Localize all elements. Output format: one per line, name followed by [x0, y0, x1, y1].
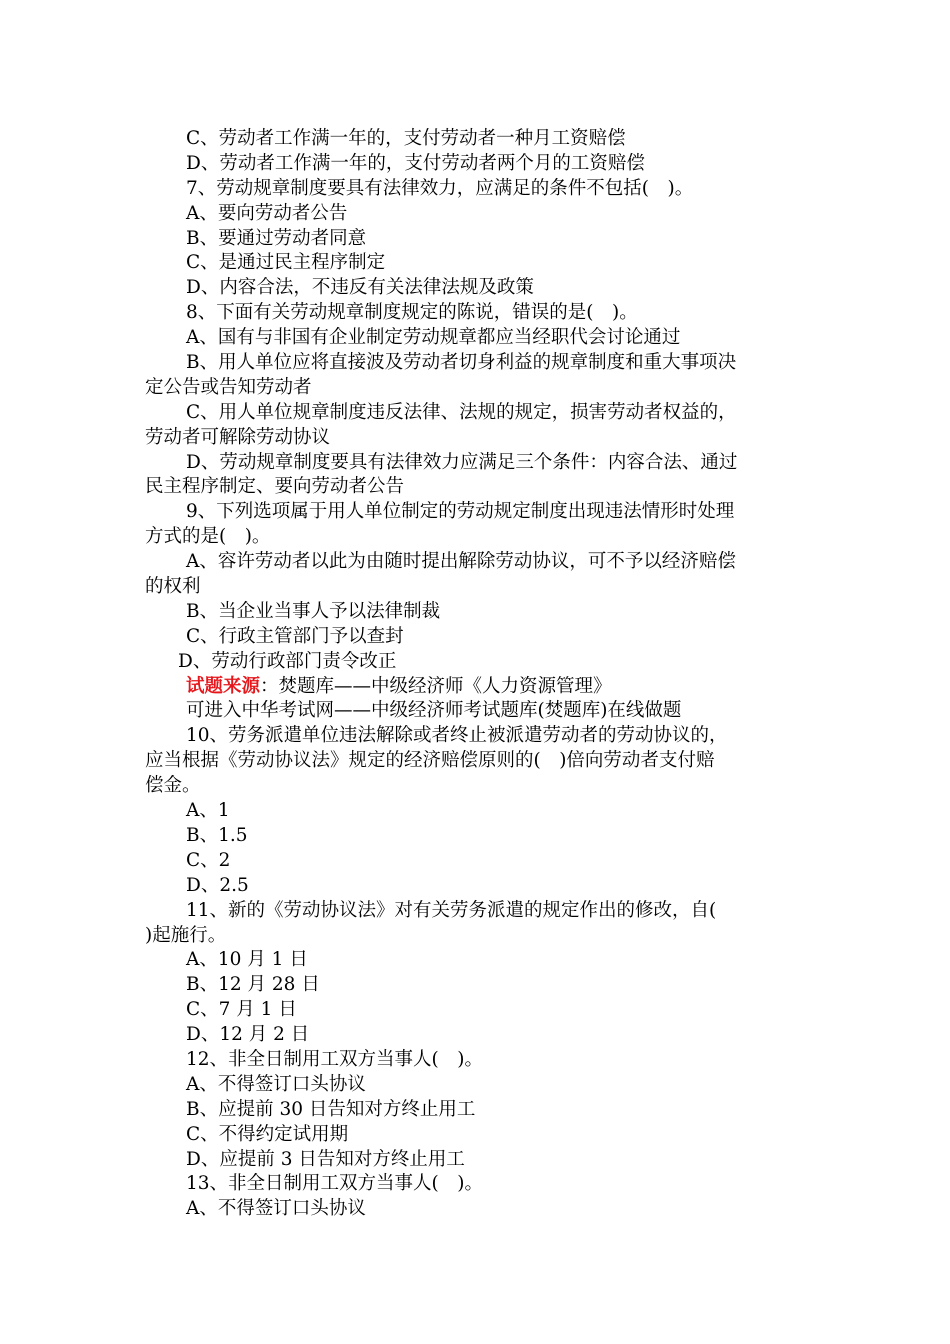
question-line-continuation: )起施行。: [145, 924, 227, 946]
question-line: 11、新的《劳动协议法》对有关劳务派遣的规定作出的修改，自(: [186, 899, 717, 921]
option-line: B、当企业当事人予以法律制裁: [186, 600, 441, 622]
option-line: B、1.5: [186, 824, 248, 846]
question-line: 8、下面有关劳动规章制度规定的陈说，错误的是( )。: [186, 302, 638, 324]
option-line-continuation: 劳动者可解除劳动协议: [145, 426, 331, 448]
question-line: 12、非全日制用工双方当事人( )。: [186, 1048, 483, 1070]
question-line: 10、劳务派遣单位违法解除或者终止被派遣劳动者的劳动协议的，: [186, 725, 728, 747]
option-line-continuation: 定公告或告知劳动者: [145, 376, 312, 398]
question-line: 9、下列选项属于用人单位制定的劳动规定制度出现违法情形时处理: [186, 501, 735, 523]
online-practice-line: 可进入中华考试网——中级经济师考试题库(焚题库)在线做题: [186, 700, 682, 722]
option-line: B、12 月 28 日: [186, 974, 320, 996]
source-label: 试题来源: [186, 675, 261, 697]
option-line: D、劳动行政部门责令改正: [178, 650, 397, 672]
option-line: D、劳动者工作满一年的，支付劳动者两个月的工资赔偿: [186, 152, 645, 174]
source-line: [145, 675, 805, 700]
option-line: A、10 月 1 日: [186, 949, 308, 971]
option-line: D、应提前 3 日告知对方终止用工: [186, 1148, 465, 1170]
option-line: D、12 月 2 日: [186, 1024, 310, 1046]
option-line: B、用人单位应将直接波及劳动者切身利益的规章制度和重大事项决: [186, 352, 737, 374]
option-line: C、劳动者工作满一年的，支付劳动者一种月工资赔偿: [186, 128, 626, 149]
question-line: 13、非全日制用工双方当事人( )。: [186, 1173, 483, 1195]
option-line: D、劳动规章制度要具有法律效力应满足三个条件：内容合法、通过: [186, 451, 738, 473]
option-line: C、行政主管部门予以查封: [186, 625, 404, 647]
option-line: A、1: [186, 800, 230, 822]
option-line: D、2.5: [186, 874, 249, 896]
question-line-continuation: 应当根据《劳动协议法》规定的经济赔偿原则的( )倍向劳动者支付赔: [145, 750, 715, 772]
option-line: B、要通过劳动者同意: [186, 227, 367, 249]
option-line-continuation: 民主程序制定、要向劳动者公告: [145, 476, 405, 498]
option-line: C、是通过民主程序制定: [186, 252, 386, 274]
question-line-continuation: 方式的是( )。: [145, 526, 271, 548]
option-line: A、要向劳动者公告: [186, 202, 348, 224]
document-body: [145, 127, 805, 1222]
option-line: A、不得签订口头协议: [186, 1073, 366, 1095]
source-text: ：焚题库——中级经济师《人力资源管理》: [260, 675, 612, 697]
option-line: A、容许劳动者以此为由随时提出解除劳动协议，可不予以经济赔偿: [186, 551, 736, 573]
option-line: C、用人单位规章制度违反法律、法规的规定，损害劳动者权益的，: [186, 401, 737, 423]
option-line: D、内容合法，不违反有关法律法规及政策: [186, 277, 534, 299]
question-line: 7、劳动规章制度要具有法律效力，应满足的条件不包括( )。: [186, 177, 694, 199]
option-line: A、不得签订口头协议: [186, 1198, 366, 1220]
option-line-continuation: 的权利: [145, 576, 201, 598]
option-line: C、2: [186, 849, 231, 871]
question-line-continuation: 偿金。: [145, 775, 201, 797]
option-line: A、国有与非国有企业制定劳动规章都应当经职代会讨论通过: [186, 327, 681, 349]
option-line: C、不得约定试用期: [186, 1123, 349, 1145]
option-line: C、7 月 1 日: [186, 999, 297, 1021]
option-line: B、应提前 30 日告知对方终止用工: [186, 1098, 476, 1120]
